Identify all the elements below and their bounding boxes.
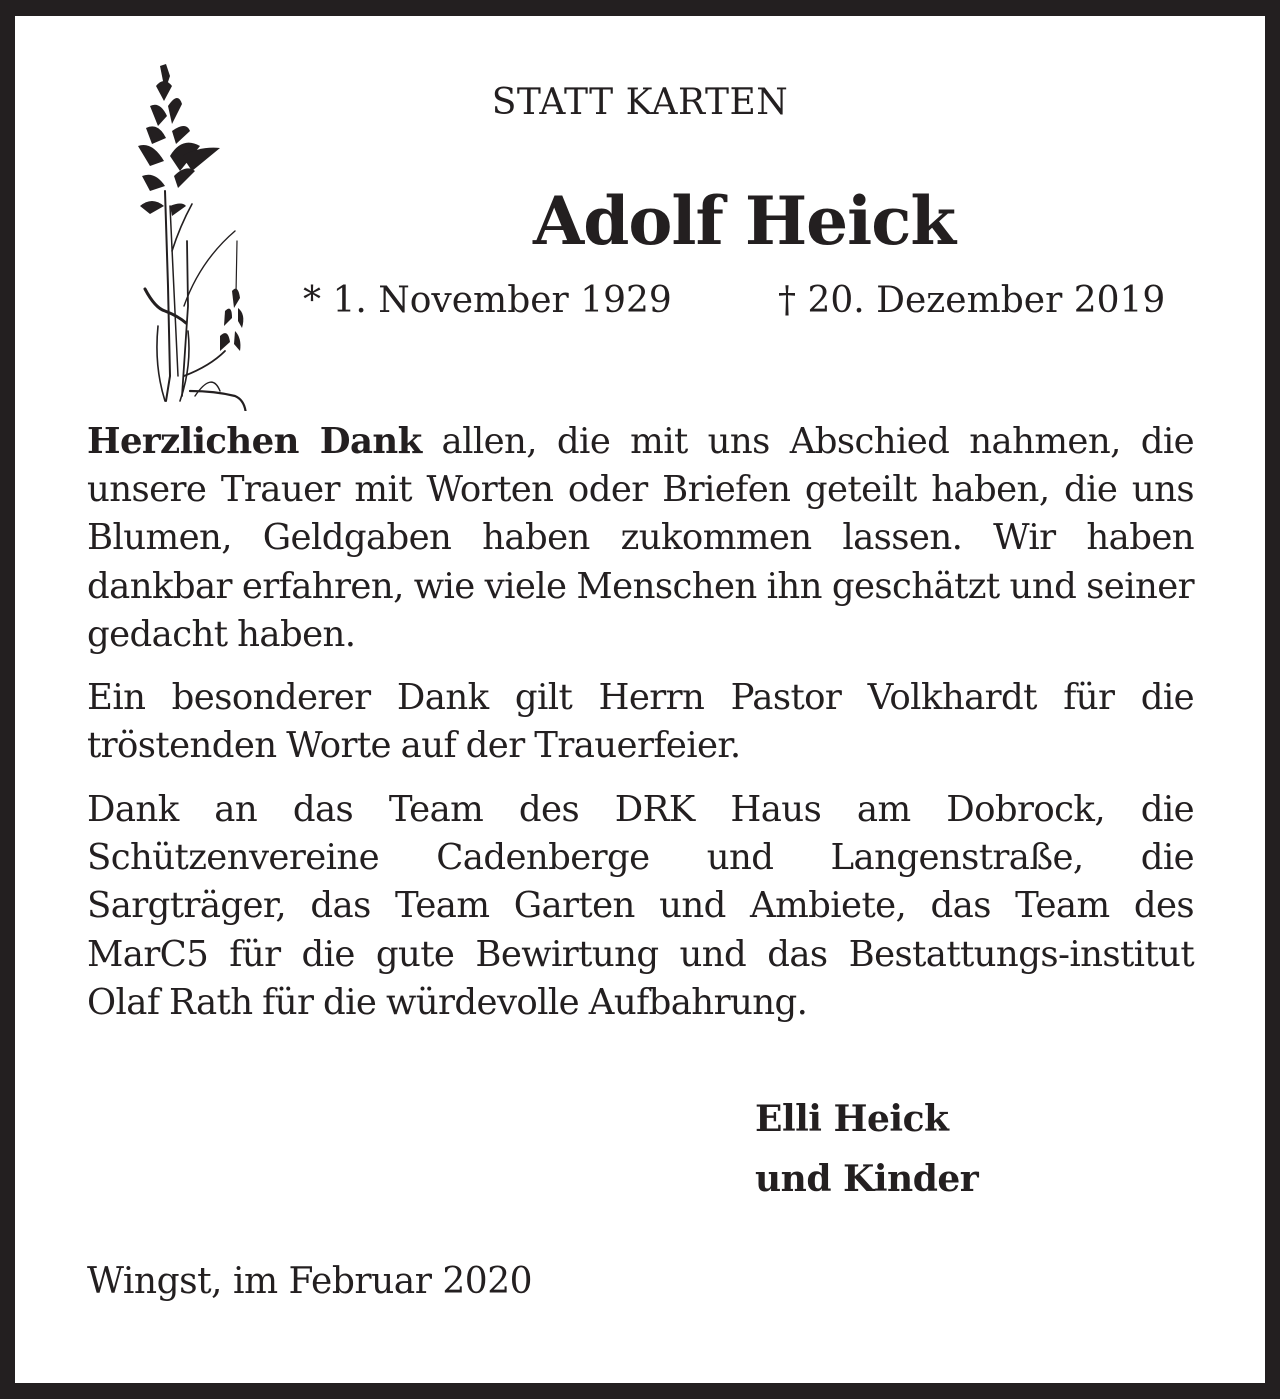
thanks-lead: Herzlichen Dank [87,421,422,462]
thanks-text: allen, die mit uns Abschied nahmen, die unsere Trauer mit Worten oder Briefen geteilt haben, die uns Blumen, Geldgaben haben zukommen lassen. Wir haben dankbar erfahren, wie viele Menschen ihn geschätzt und seiner gedacht haben. [87,421,1195,655]
birth-date: * 1. November 1929 [303,280,672,321]
header-text: STATT KARTEN [491,82,789,123]
thanks-paragraph-2: Ein besonderer Dank gilt Herrn Pastor Volkhardt für die tröstenden Worte auf der Trauerfeier. [87,677,1194,767]
obituary-card [15,16,1265,1383]
signature-line-1: Elli Heick [755,1098,949,1140]
header-statt-karten [15,82,1265,123]
thanks-paragraph-1 [87,418,1194,659]
place-date: Wingst, im Februar 2020 [87,1261,533,1302]
deceased-name: Adolf Heick [533,182,956,260]
signature-line-2: und Kinder [755,1158,979,1200]
thanks-paragraph-3: Dank an das Team des DRK Haus am Dobrock, die Schützenvereine Cadenberge und Langenstraße, die Sargträger, das Team Garten und Ambiete, das Team des MarC5 für die gute Bewirtung und das Bestattungs-institut Olaf Rath für die würdevolle Aufbahrung. [87,789,1194,1023]
death-date: † 20. Dezember 2019 [778,280,1166,321]
